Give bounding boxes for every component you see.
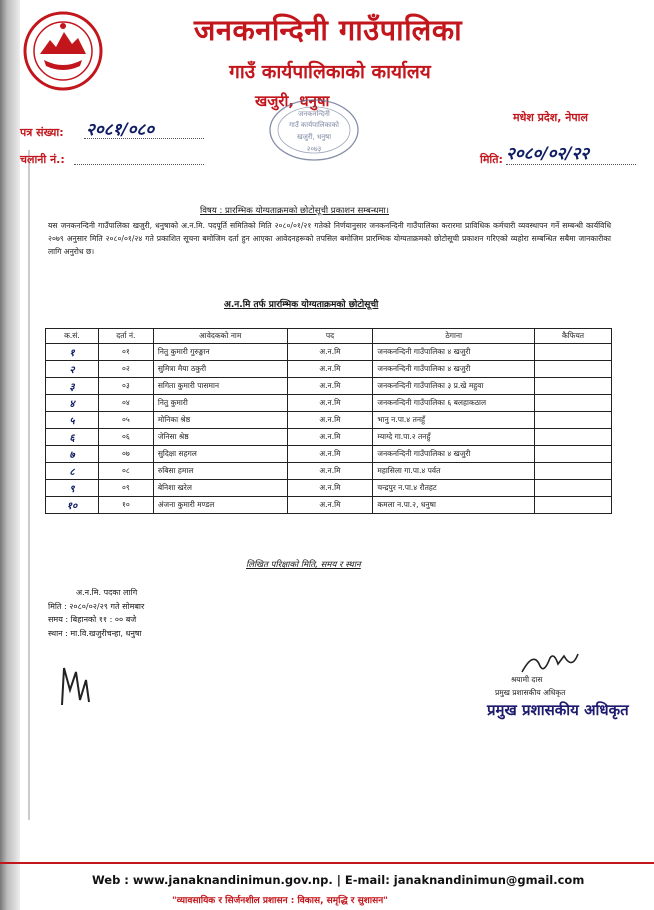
cell-name: अंजना कुमारी मण्डल	[153, 497, 287, 514]
stamp-line-2: गाउँ कार्यपालिकाको	[289, 121, 339, 129]
cell-name: नितु कुमारी	[153, 395, 287, 412]
dispatch-no-label: चलानी नं.:	[20, 153, 65, 166]
officer-name: श्रयामी दास	[511, 675, 543, 684]
table-row	[46, 412, 612, 429]
cell-remark	[535, 412, 612, 429]
cell-address: जनकनन्दिनी गाउँपालिका ६ बलहाकठाल	[373, 395, 535, 412]
col-header-remark: कैफियत	[535, 329, 612, 344]
cell-name: जेनिसा श्रेष्ठ	[153, 429, 287, 446]
footer-contact: Web : www.janaknandinimun.gov.np. | E-mail: janaknandinimun@gmail.com	[92, 873, 585, 887]
cell-post: अ.न.मि	[287, 395, 373, 412]
footer-motto: "व्यावसायिक र सिर्जनशील प्रशासन : विकास, समृद्धि र सुशासन"	[172, 896, 388, 906]
exam-venue: स्थान : मा.वि.खजुरीचन्हा, धनुषा	[48, 628, 142, 638]
office-subtitle: गाउँ कार्यपालिकाको कार्यालय	[229, 61, 431, 83]
col-header-address: ठेगाना	[373, 329, 535, 344]
cell-post: अ.न.मि	[287, 463, 373, 480]
cell-reg: ०९	[98, 480, 153, 497]
cell-remark	[535, 497, 612, 514]
cell-post: अ.न.मि	[287, 429, 373, 446]
footer-divider	[0, 862, 654, 864]
exam-date: मिति : २०८०/०२/२९ गते सोमबार	[48, 601, 145, 611]
date-label: मिति:	[480, 153, 503, 166]
cell-address: महासिला गा.पा.४ पर्वत	[373, 463, 535, 480]
cell-remark	[535, 395, 612, 412]
letter-no-dotted-line	[84, 138, 204, 139]
col-header-sn: क.सं.	[46, 329, 99, 344]
table-row	[46, 463, 612, 480]
cell-reg: ०४	[98, 395, 153, 412]
left-signature	[56, 660, 92, 710]
cell-post: अ.न.मि	[287, 446, 373, 463]
province-label: मधेश प्रदेश, नेपाल	[513, 111, 588, 124]
cell-address: जनकनन्दिनी गाउँपालिका ४ खजुरी	[373, 344, 535, 361]
exam-time: समय : बिहानको ११ : ०० बजे	[48, 615, 137, 624]
cell-post: अ.न.मि	[287, 378, 373, 395]
cell-sn: ५	[46, 412, 99, 429]
cell-name: सुदिक्षा सहगल	[153, 446, 287, 463]
cell-remark	[535, 480, 612, 497]
municipality-title: जनकनन्दिनी गाउँपालिका	[193, 13, 463, 47]
cell-address: जनकनन्दिनी गाउँपालिका ३ प्र.खे महुवा	[373, 378, 535, 395]
cell-reg: ०३	[98, 378, 153, 395]
date-value: २०८०/०२/२२	[506, 144, 590, 164]
scan-edge	[0, 0, 20, 910]
cell-sn: ४	[46, 395, 99, 412]
subject-line: विषय : प्रारम्भिक योग्यताक्रमको छोटोसूची प्रकाशन सम्बन्धमा।	[200, 206, 389, 216]
col-header-name: आवेदकको नाम	[153, 329, 287, 344]
cell-address: भानु न.पा.४ तनहुँ	[373, 412, 535, 429]
cell-reg: ०५	[98, 412, 153, 429]
cell-reg: ०१	[98, 344, 153, 361]
cell-remark	[535, 361, 612, 378]
cell-reg: ०७	[98, 446, 153, 463]
cell-name: रुबिसा हमाल	[153, 463, 287, 480]
officer-signature	[514, 648, 584, 678]
table-header-row	[46, 329, 612, 344]
municipality-emblem-icon	[22, 10, 104, 92]
cell-post: अ.न.मि	[287, 344, 373, 361]
cell-post: अ.न.मि	[287, 480, 373, 497]
cell-remark	[535, 446, 612, 463]
date-dotted-line	[506, 164, 636, 165]
exam-for: अ.न.मि. पदका लागि	[76, 588, 138, 597]
table-row	[46, 429, 612, 446]
stamp-line-3: खजुरी, धनुषा	[296, 133, 332, 141]
body-paragraph: यस जनकनन्दिनी गाउँपालिका खजुरी, धनुषाको अ.न.मि. पदपूर्ति समितिको मिति २०८०/०१/२१ गतेको निर्णयानुसार जनकनन्दिनी गाउँपालिका करारमा प्राविधिक कर्मचारी व्यवस्थापन गर्ने सम्बन्धी कार्यविधि २०७९ अनुसार मिति २०८०/०१/२४ गते प्रकाशित सूचना बमोजिम दर्ता हुन आएका आवेदनहरूको तपसिल बमोजिम प्रारम्भिक योग्यताक्रमको छोटोसूची प्रकाशन गरिएको व्यहोरा सम्बन्धित सबैमा जानकारीका लागि अनुरोध छ।	[48, 221, 611, 256]
cell-remark	[535, 378, 612, 395]
shortlist-table	[45, 328, 612, 514]
cell-sn: ३	[46, 378, 99, 395]
table-row	[46, 361, 612, 378]
cell-address: म्याग्दे गा.पा.२ तनहुँ	[373, 429, 535, 446]
cell-remark	[535, 344, 612, 361]
office-location: खजुरी, धनुषा	[255, 92, 330, 110]
table-row	[46, 344, 612, 361]
scan-edge-line	[28, 150, 30, 820]
cell-sn: १	[46, 344, 99, 361]
officer-title: प्रमुख प्रशासकीय अधिकृत	[495, 688, 566, 697]
table-row	[46, 395, 612, 412]
cell-remark	[535, 463, 612, 480]
cell-sn: २	[46, 361, 99, 378]
cell-sn: ७	[46, 446, 99, 463]
cell-reg: १०	[98, 497, 153, 514]
cell-post: अ.न.मि	[287, 497, 373, 514]
cell-reg: ०२	[98, 361, 153, 378]
exam-details	[48, 586, 144, 640]
officer-title-stamp: प्रमुख प्रशासकीय अधिकृत	[487, 701, 629, 719]
table-row	[46, 480, 612, 497]
exam-heading: लिखित परिक्षाको मिति, समय र स्थान	[246, 560, 361, 570]
cell-remark	[535, 429, 612, 446]
cell-reg: ०८	[98, 463, 153, 480]
cell-sn: १०	[46, 497, 99, 514]
cell-name: सगिता कुमारी पासमान	[153, 378, 287, 395]
cell-address: जनकनन्दिनी गाउँपालिका ४ खजुरी	[373, 361, 535, 378]
office-round-stamp	[266, 96, 362, 164]
table-row	[46, 378, 612, 395]
cell-name: बेनिशा खरेल	[153, 480, 287, 497]
letter-no-label: पत्र संख्या:	[20, 126, 64, 139]
table-row	[46, 446, 612, 463]
cell-sn: ६	[46, 429, 99, 446]
table-title: अ.न.मि तर्फ प्रारम्भिक योग्यताक्रमको छोटोसूची	[224, 300, 379, 310]
stamp-line-1: जनकनन्दिनी	[298, 110, 330, 118]
cell-address: कमला न.पा.२, धनुषा	[373, 497, 535, 514]
table-row	[46, 497, 612, 514]
cell-name: नितु कुमारी गुरुङ्खान	[153, 344, 287, 361]
cell-sn: ८	[46, 463, 99, 480]
col-header-post: पद	[287, 329, 373, 344]
dispatch-no-dotted-line	[74, 164, 204, 165]
cell-sn: ९	[46, 480, 99, 497]
stamp-line-4: २०७३	[306, 145, 322, 153]
cell-name: सुमित्रा मैया ठकुरी	[153, 361, 287, 378]
col-header-reg: दर्ता नं.	[98, 329, 153, 344]
cell-reg: ०६	[98, 429, 153, 446]
cell-name: मोनिका श्रेष्ठ	[153, 412, 287, 429]
cell-address: जनकनन्दिनी गाउँपालिका ४ खजुरी	[373, 446, 535, 463]
letter-no-value: २०८१/०८०	[86, 120, 155, 140]
cell-post: अ.न.मि	[287, 361, 373, 378]
cell-post: अ.न.मि	[287, 412, 373, 429]
cell-address: चन्द्रपुर न.पा.४ रौतहट	[373, 480, 535, 497]
